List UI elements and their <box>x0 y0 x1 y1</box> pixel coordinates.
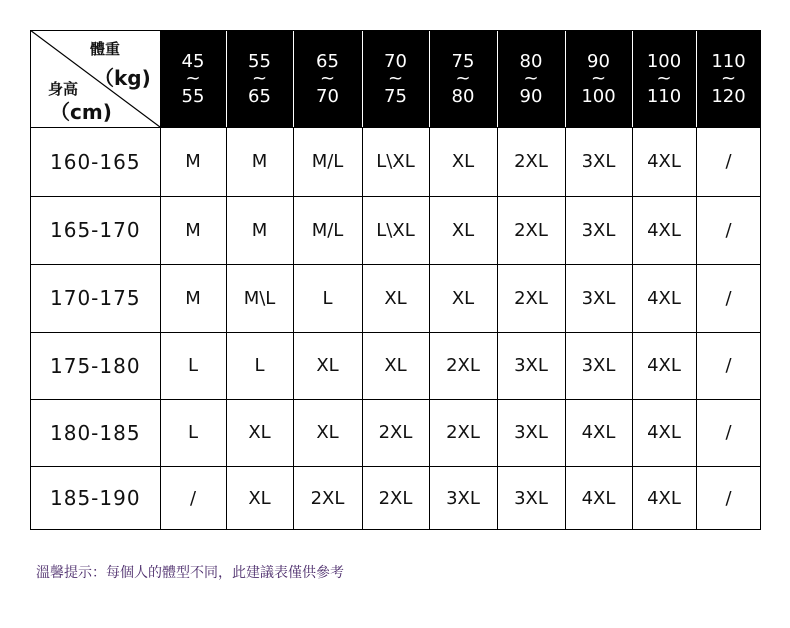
size-cell: 4XL <box>581 422 616 443</box>
size-cell: 3XL <box>446 487 480 509</box>
weight-header-top: 55 <box>248 50 271 72</box>
size-cell: XL <box>451 151 475 172</box>
size-cell: 3XL <box>581 151 616 172</box>
size-cell: 3XL <box>514 487 548 509</box>
size-cell: 2XL <box>378 487 413 509</box>
size-cell: 3XL <box>514 355 548 376</box>
size-cell: / <box>725 487 732 509</box>
size-cell: / <box>725 219 732 241</box>
weight-header-sep: ~ <box>455 67 471 89</box>
size-cell: M/L <box>311 219 344 241</box>
size-cell: 4XL <box>647 487 681 509</box>
size-cell: XL <box>384 287 407 309</box>
height-label-1: 165-170 <box>50 218 141 242</box>
size-cell: XL <box>248 422 271 443</box>
size-cell: 4XL <box>647 219 681 241</box>
size-cell: / <box>725 287 732 309</box>
size-cell: L <box>187 355 199 376</box>
weight-header-sep: ~ <box>656 67 672 89</box>
size-cell: 4XL <box>647 151 681 172</box>
weight-header-sep: ~ <box>319 67 336 89</box>
size-cell: 4XL <box>647 422 681 443</box>
size-cell: M <box>251 219 268 241</box>
size-cell: 2XL <box>514 151 548 172</box>
size-cell: / <box>189 487 197 509</box>
table-border <box>30 30 761 530</box>
size-cell: / <box>725 151 732 172</box>
weight-header-bottom: 55 <box>181 85 205 107</box>
size-cell: XL <box>384 355 407 376</box>
weight-header-top: 45 <box>181 50 205 72</box>
weight-header-bottom: 80 <box>451 85 475 107</box>
height-label: 身高 <box>48 80 79 98</box>
size-cell: M <box>185 151 201 172</box>
size-cell: 3XL <box>581 355 616 376</box>
size-cell: 2XL <box>514 287 548 309</box>
weight-header-top: 75 <box>451 50 475 72</box>
weight-header-top: 80 <box>519 50 543 72</box>
weight-header-sep: ~ <box>523 67 539 89</box>
size-cell: 2XL <box>378 422 413 443</box>
weight-unit: （kg) <box>94 66 151 90</box>
size-cell: XL <box>451 219 475 241</box>
size-cell: M <box>251 151 268 172</box>
height-label-2: 170-175 <box>50 286 141 310</box>
height-unit: （cm) <box>50 100 112 124</box>
size-cell: 3XL <box>514 422 548 443</box>
weight-header-bottom: 100 <box>581 85 616 107</box>
size-cell: L\XL <box>376 219 415 241</box>
size-cell: M/L <box>311 151 344 172</box>
weight-label: 體重 <box>90 40 121 58</box>
weight-header-bottom: 90 <box>519 85 543 107</box>
size-cell: 2XL <box>514 219 548 241</box>
size-note: 溫馨提示：每個人的體型不同，此建議表僅供參考 <box>36 565 344 581</box>
height-label-4: 180-185 <box>50 420 141 445</box>
size-cell: XL <box>316 355 339 376</box>
weight-header-bottom: 65 <box>248 85 271 107</box>
size-cell: 2XL <box>446 422 480 443</box>
size-cell: 2XL <box>446 355 480 376</box>
weight-header-sep: ~ <box>387 67 404 89</box>
weight-header-sep: ~ <box>590 67 607 89</box>
size-cell: L\XL <box>376 151 415 172</box>
size-cell: / <box>725 355 732 376</box>
weight-header-top: 110 <box>711 50 746 72</box>
size-cell: XL <box>316 422 339 443</box>
size-cell: M <box>185 287 201 309</box>
weight-header-bottom: 110 <box>646 85 682 107</box>
height-label-5: 185-190 <box>50 486 141 510</box>
size-cell: XL <box>451 287 475 309</box>
weight-header-top: 90 <box>587 50 610 72</box>
size-cell: 4XL <box>647 287 681 309</box>
size-cell: 3XL <box>581 287 616 309</box>
weight-header-bottom: 75 <box>384 85 407 107</box>
weight-header-top: 100 <box>646 50 682 72</box>
weight-header-sep: ~ <box>720 67 737 89</box>
weight-header-sep: ~ <box>251 67 268 89</box>
size-cell: / <box>725 422 732 443</box>
size-cell: M\L <box>243 287 276 309</box>
weight-header-top: 70 <box>384 50 407 72</box>
size-cell: L <box>322 287 333 309</box>
height-label-3: 175-180 <box>50 353 141 378</box>
size-cell: M <box>185 219 201 241</box>
size-cell: 2XL <box>310 487 345 509</box>
size-cell: 4XL <box>581 487 616 509</box>
size-cell: L <box>254 355 265 376</box>
height-label-0: 160-165 <box>50 149 141 174</box>
weight-header-bottom: 120 <box>711 85 746 107</box>
size-cell: 3XL <box>581 219 616 241</box>
size-cell: 4XL <box>647 355 681 376</box>
weight-header-bottom: 70 <box>316 85 339 107</box>
size-cell: L <box>187 422 199 443</box>
size-cell: XL <box>248 487 271 509</box>
weight-header-top: 65 <box>316 50 339 72</box>
weight-header-sep: ~ <box>185 67 201 89</box>
